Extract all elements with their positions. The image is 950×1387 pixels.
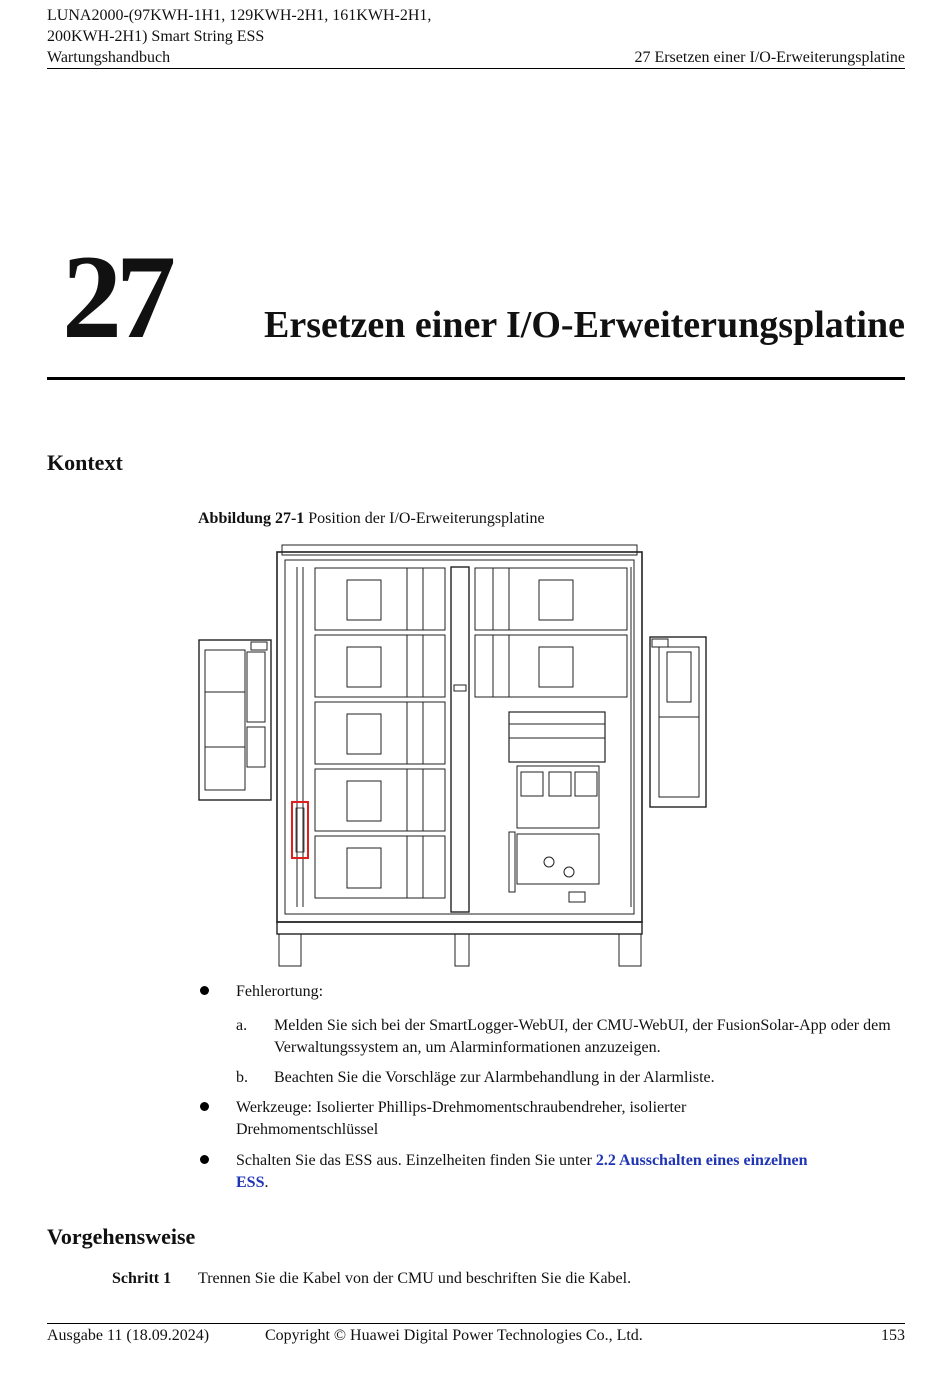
footer-page-number: 153 [881,1327,905,1344]
page-header [47,5,905,68]
bullet-text [236,1150,836,1194]
figure-caption [198,510,545,528]
right-door [650,637,706,807]
chapter-number: 27 [62,230,170,363]
figure-cabinet-drawing [197,542,709,970]
base-foot-middle [455,934,469,966]
left-door [199,640,271,800]
header-manual: Wartungshandbuch [47,49,171,66]
header-product-line2: 200KWH-2H1) Smart String ESS [47,28,265,45]
footer-copyright: Copyright © Huawei Digital Power Technologies Co., Ltd. [265,1327,643,1344]
io-board-highlight [292,802,308,858]
xref-link-power-off[interactable]: 2.2 Ausschalten eines einzelnen ESS [236,1152,808,1191]
footer-edition: Ausgabe 11 (18.09.2024) [47,1327,210,1344]
sub-item-b-text: Beachten Sie die Vorschläge zur Alarmbehandlung in der Alarmliste. [274,1069,715,1086]
center-column [451,567,469,912]
sub-item-a-text: Melden Sie sich bei der SmartLogger-WebUI, der CMU-WebUI, der FusionSolar-App oder dem Verwaltungssystem an, um Alarminformationen anzuzeigen. [274,1017,891,1056]
cabinet-base [277,922,642,934]
chapter-rule [47,377,905,380]
bullet-marker [198,1097,210,1109]
bullet-marker [198,1150,210,1162]
section-context-heading: Kontext [47,450,123,475]
header-chapter-ref: 27 Ersetzen einer I/O-Erweiterungsplatine [634,49,905,66]
section-procedure-heading: Vorgehensweise [47,1224,196,1249]
step-1-label: Schritt 1 [112,1270,172,1287]
control-unit [509,712,605,902]
cabinet-inner-frame [285,560,634,914]
bullet-marker [198,981,210,993]
header-product-line1: LUNA2000-(97KWH-1H1, 129KWH-2H1, 161KWH-2H1, [47,7,432,24]
footer-rule [47,1323,905,1324]
bullet-power-off-pre: Schalten Sie das ESS aus. Einzelheiten finden Sie unter [236,1152,596,1169]
bullet-text: Werkzeuge: Isolierter Phillips-Drehmomentschraubendreher, isolierter Drehmomentschlüssel [236,1099,687,1138]
base-foot-right [619,934,641,966]
battery-packs-right [475,568,627,697]
figure-label: Abbildung 27-1 [198,510,305,527]
header-rule [47,68,905,69]
sub-item-b-mark: b. [236,1069,248,1086]
bullet-text: Fehlerortung: [236,983,324,1000]
chapter-heading [47,232,905,362]
center-latch [454,685,466,691]
battery-packs-left [315,568,445,898]
chapter-title: Ersetzen einer I/O-Erweiterungsplatine [264,304,905,346]
base-foot-left [279,934,301,966]
step-1-text: Trennen Sie die Kabel von der CMU und beschriften Sie die Kabel. [198,1270,632,1287]
cabinet-drawing-svg [197,542,709,970]
cabinet-frame [277,552,642,922]
cabinet-top-strip [282,545,637,555]
bullet-power-off-post: . [264,1174,269,1191]
figure-caption-text: Position der I/O-Erweiterungsplatine [308,510,545,527]
sub-item-a-mark: a. [236,1017,248,1034]
